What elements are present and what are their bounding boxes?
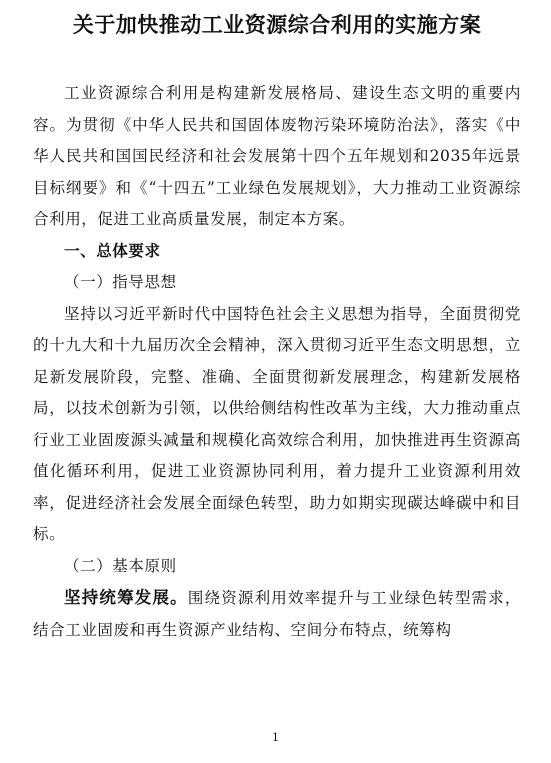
- principle-lead-text: 坚持统筹发展。: [64, 588, 188, 607]
- section-heading-general-requirements: 一、总体要求: [64, 241, 161, 260]
- subsection-heading-basic-principles: （二）基本原则: [64, 556, 177, 575]
- intro-paragraph: 工业资源综合利用是构建新发展格局、建设生态文明的重要内容。为贯彻《中华人民共和国固体废物污染环境防治法》，落实《中华人民共和国国民经济和社会发展第十四个五年规划和2035年远景目标纲要》和《“十四五”工业绿色发展规划》，大力推动工业资源综合利用，促进工业高质量发展，制定本方案。: [33, 84, 521, 228]
- subsection-heading-guiding-ideology: （一）指导思想: [64, 273, 177, 291]
- page-number: 1: [272, 731, 279, 744]
- document-body: [33, 78, 521, 646]
- principle-body-text: 围绕资源利用效率提升与工业绿色转型需求，结合工业固废和再生资源产业结构、空间分布特点，统筹构: [33, 589, 521, 639]
- guiding-ideology-paragraph: 坚持以习近平新时代中国特色社会主义思想为指导，全面贯彻党的十九大和十九届历次全会精神，深入贯彻习近平生态文明思想，立足新发展阶段，完整、准确、全面贯彻新发展理念，构建新发展格局，以技术创新为引领，以供给侧结构性改革为主线，大力推动重点行业工业固废源头减量和规模化高效综合利用，加快推进再生资源高值化循环利用，促进工业资源协同利用，着力提升工业资源利用效率，促进经济社会发展全面绿色转型，助力如期实现碳达峰碳中和目标。: [33, 304, 521, 543]
- principle-paragraph: [33, 582, 521, 646]
- document-title: 关于加快推动工业资源综合利用的实施方案: [72, 12, 482, 37]
